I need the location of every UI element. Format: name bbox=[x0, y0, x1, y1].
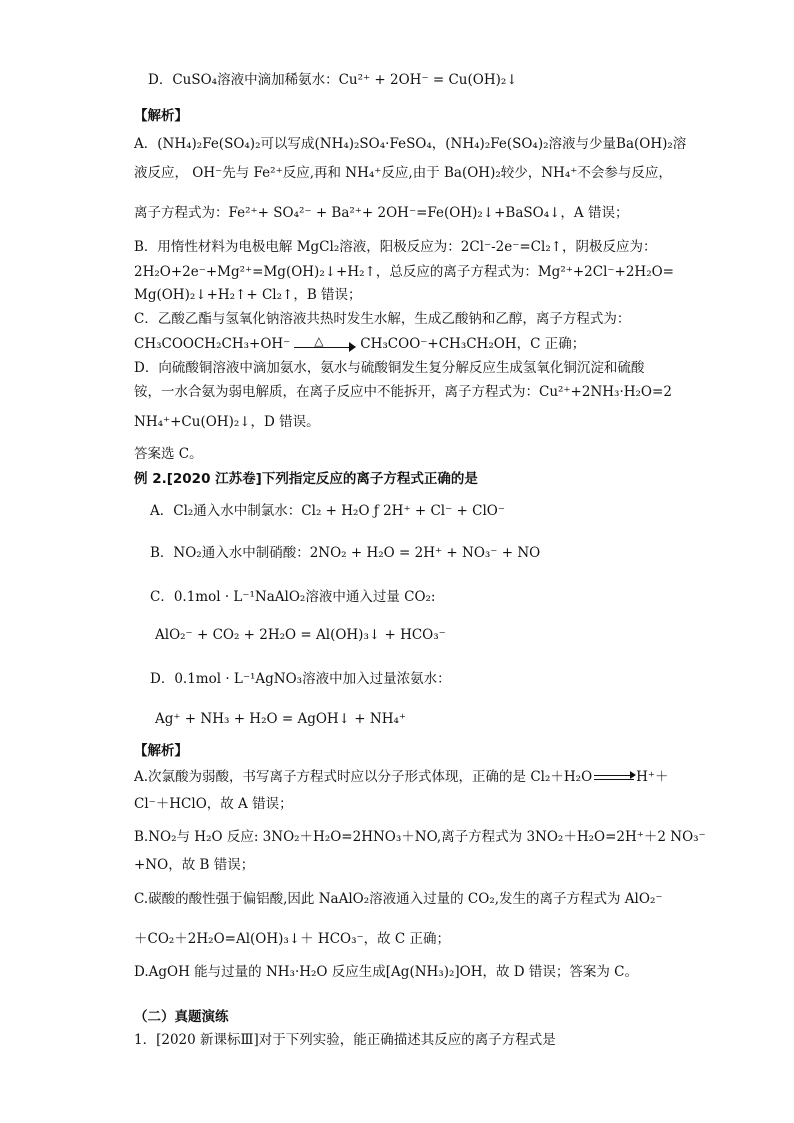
example-2-option-c: C．0.1mol · L⁻¹NaAlO₂溶液中通入过量 CO₂: bbox=[150, 589, 436, 605]
analysis-heading: 【解析】 bbox=[134, 108, 188, 124]
analysis-d-line1: D．向硫酸铜溶液中滴加氨水，氨水与硫酸铜发生复分解反应生成氢氧化铜沉淀和硫酸 bbox=[134, 360, 645, 376]
example-2-title: 例 2.[2020 江苏卷]下列指定反应的离子方程式正确的是 bbox=[134, 471, 478, 487]
co2-line1: C.碳酸的酸性强于偏铝酸,因此 NaAlO₂溶液通入过量的 CO₂,发生的离子方程式为 AlO₂⁻ bbox=[134, 891, 663, 907]
example-2-option-d-eq: Ag⁺ + NH₃ + H₂O = AgOH↓ + NH₄⁺ bbox=[155, 711, 407, 727]
analysis-a-line1: A．(NH₄)₂Fe(SO₄)₂可以写成(NH₄)₂SO₄·FeSO₄，(NH₄)₂Fe(SO₄)₂溶液与少量Ba(OH)₂溶 bbox=[134, 136, 687, 152]
agoh-line: D.AgOH 能与过量的 NH₃·H₂O 反应生成[Ag(NH₃)₂]OH，故 D 错误；答案为 C。 bbox=[134, 964, 639, 980]
analysis-b-line2: 2H₂O+2e⁻+Mg²⁺=Mg(OH)₂↓+H₂↑，总反应的离子方程式为：Mg²⁺+2Cl⁻+2H₂O= bbox=[134, 264, 674, 280]
analysis-heading-2: 【解析】 bbox=[134, 743, 188, 759]
ester-left: CH₃COOCH₂CH₃+OH⁻ bbox=[134, 336, 291, 352]
analysis-b-line1: B．用惰性材料为电极电解 MgCl₂溶液，阳极反应为：2Cl⁻-2e⁻=Cl₂↑，阴极反应为： bbox=[134, 239, 657, 255]
example-2-option-a: A．Cl₂通入水中制氯水：Cl₂ + H₂O ƒ 2H⁺ + Cl⁻ + ClO⁻ bbox=[150, 503, 505, 519]
heat-arrow bbox=[294, 333, 356, 352]
ester-right: CH₃COO⁻+CH₃CH₂OH，C 正确； bbox=[360, 336, 586, 352]
hclo-line bbox=[134, 768, 669, 786]
analysis-c-line1: C．乙酸乙酯与氢氧化钠溶液共热时发生水解，生成乙酸钠和乙醇，离子方程式为： bbox=[134, 311, 631, 327]
example-2-option-d: D．0.1mol · L⁻¹AgNO₃溶液中加入过量浓氨水： bbox=[150, 671, 451, 687]
option-d-line: D．CuSO₄溶液中滴加稀氨水：Cu²⁺ + 2OH⁻ = Cu(OH)₂↓ bbox=[148, 72, 518, 88]
answer-line: 答案选 C。 bbox=[134, 446, 203, 462]
example-2-option-b: B．NO₂通入水中制硝酸：2NO₂ + H₂O = 2H⁺ + NO₃⁻ + NO bbox=[150, 545, 541, 561]
section-heading-practice: （二）真题演练 bbox=[134, 1009, 229, 1025]
analysis-b-line3: Mg(OH)₂↓+H₂↑+ Cl₂↑，B 错误； bbox=[134, 287, 362, 303]
hclo-left: A.次氯酸为弱酸，书写离子方程式时应以分子形式体现，正确的是 Cl₂＋H₂O bbox=[134, 769, 593, 785]
analysis-a-line3: 离子方程式为：Fe²⁺+ SO₄²⁻ + Ba²⁺+ 2OH⁻=Fe(OH)₂↓+BaSO₄↓，A 错误； bbox=[134, 205, 629, 221]
co2-line2: ＋CO₂＋2H₂O=Al(OH)₃↓＋ HCO₃⁻，故 C 正确； bbox=[134, 931, 451, 947]
analysis-d-line3: NH₄⁺+Cu(OH)₂↓，D 错误。 bbox=[134, 414, 320, 430]
no2-line2: +NO，故 B 错误； bbox=[134, 857, 255, 873]
no2-line: B.NO₂与 H₂O 反应: 3NO₂＋H₂O=2HNO₃＋NO,离子方程式为 3NO₂＋H₂O=2H⁺＋2 NO₃⁻ bbox=[134, 829, 706, 845]
hclo-right: H⁺＋ bbox=[636, 769, 669, 785]
heat-symbol: △ bbox=[314, 333, 324, 348]
hclo-line2: Cl⁻＋HClO，故 A 错误； bbox=[134, 796, 293, 812]
analysis-d-line2: 铵，一水合氨为弱电解质，在离子反应中不能拆开，离子方程式为：Cu²⁺+2NH₃·H₂O=2 bbox=[134, 384, 672, 400]
equilibrium-arrow bbox=[594, 773, 634, 783]
example-2-option-c-eq: AlO₂⁻ + CO₂ + 2H₂O = Al(OH)₃↓ + HCO₃⁻ bbox=[155, 627, 446, 643]
ester-equation bbox=[134, 335, 585, 353]
analysis-a-line2: 液反应， OH⁻先与 Fe²⁺反应,再和 NH₄⁺反应,由于 Ba(OH)₂较少，NH₄⁺不会参与反应， bbox=[134, 165, 672, 181]
practice-question-1: 1．[2020 新课标Ⅲ]对于下列实验，能正确描述其反应的离子方程式是 bbox=[134, 1032, 556, 1048]
